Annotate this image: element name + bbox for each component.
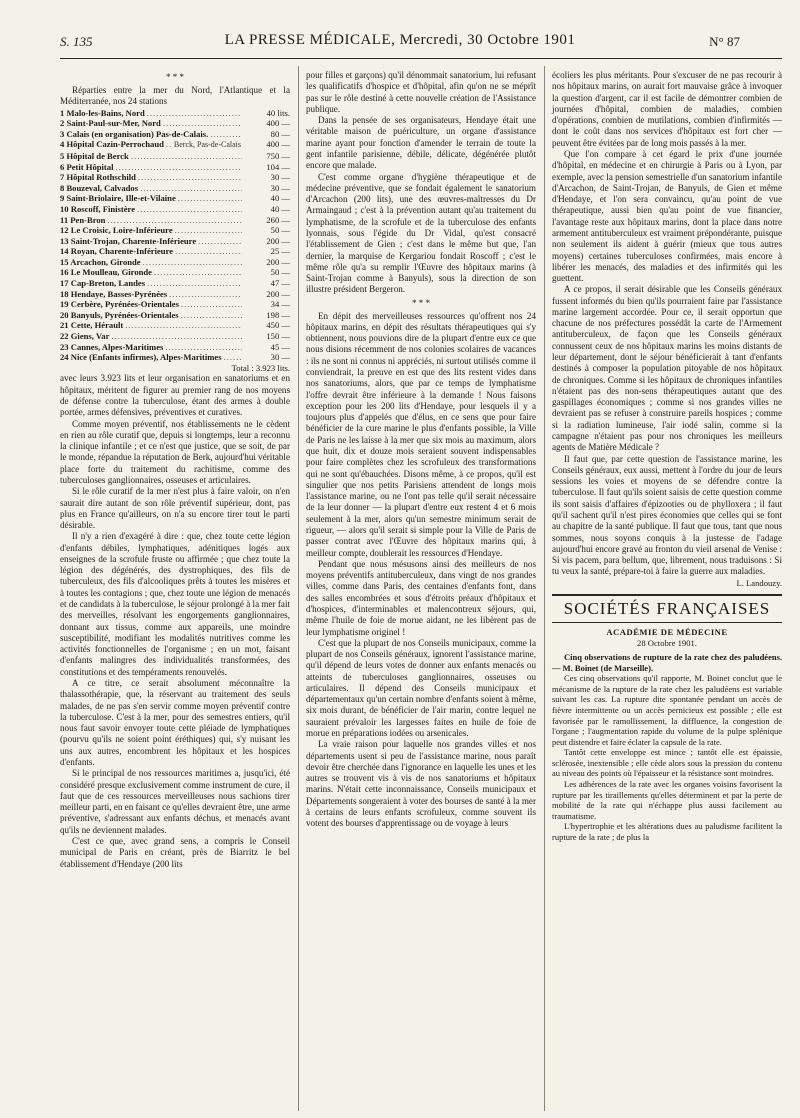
issue-number: N° 87 bbox=[709, 34, 740, 49]
page-number: S. 135 bbox=[60, 34, 93, 49]
article-paragraph: C'est ce que, avec grand sens, a compris le Conseil municipal de Paris en créant, près de Biarritz le bel établissement d'Hendaye (200 lits bbox=[60, 835, 290, 869]
station-row: 2 Saint-Paul-sur-Mer, Nord ..... 400 — bbox=[60, 118, 290, 129]
station-row: 11 Pen-Bron ..... 260 — bbox=[60, 215, 290, 226]
academy-heading: ACADÉMIE DE MÉDECINE bbox=[606, 626, 728, 637]
article-paragraph: La vraie raison pour laquelle nos grandes villes et nos départements usent si peu de l'assistance marine, nous paraît devoir être cherchée dans l'ignorance en laquelle les unes et les autres se trouvent vis à vis de nos sanatoriums et hôpitaux marins. N'était cette inconnaissance, Conseils municipaux et Départements songeraient à voter des bourses de santé à la mer à certains de leurs enfants scrofuleux, comme souvent ils votent des bourses d'apprentissage ou de voyage à leurs bbox=[306, 739, 536, 829]
article-paragraph: C'est que la plupart de nos Conseils municipaux, comme la plupart de nos Conseils généraux, ignorent l'assistance marine, qu'il dépend de leurs votes de donner aux enfants menacés ou atteints de tuberculoses ganglionnaires, osseuses ou articulaires. Il dépend des Conseils municipaux et départementaux qu'un certain nombre d'enfants soient à même, six mois durant, de bénéficier de l'air marin, contre lequel ne sauraient prévaloir les largesses faites en huile de foie de morue en préparations iodées ou arsenicales. bbox=[306, 637, 536, 739]
article-paragraph: Il faut que, par cette question de l'assistance marine, les Conseils généraux, eux aussi, mettent à l'ordre du jour de leurs sessions les voies et moyens de se défendre contre la tuberculose. Il faut qu'ils soient saisis de cette question comme ils sont saisis d'affaires d'épizooties ou de phylloxera ; il faut qu'il sachent qu'il n'est pires économies que celles qui se font au chapitre de la santé publique. Il faut que tous, tant que nous sommes, nous soyons conquis à la justesse de l'adage aujourd'hui encore gravé au fronton du vieil arsenal de Venise : Si vis pacem, para bellum, que, librement, nous traduisons : Si tu veux la santé, prépare-toi à faire la guerre aux maladies. bbox=[552, 453, 782, 577]
station-row: 19 Cerbère, Pyrénées-Orientales ..... 34 — bbox=[60, 299, 290, 310]
article-paragraph: Si le rôle curatif de la mer n'est plus à faire valoir, on n'en saurait dire autant de son rôle préventif supérieur, dont, pas plus en France qu'ailleurs, on n'a su encore tirer tout le parti désirable. bbox=[60, 486, 290, 531]
station-row: 8 Bouzeval, Calvados ..... 30 — bbox=[60, 183, 290, 194]
article-paragraph: pour filles et garçons) qu'il dénommait sanatorium, lui refusant les qualificatifs d'hospice et d'hôpital, afin qu'on ne se méprît pas sur le rôle destiné à cette nouvelle création de l'Assistance publique. bbox=[306, 70, 536, 114]
article-paragraph: Pendant que nous mésusons ainsi des meilleurs de nos moyens préventifs antituberculeux, dans vingt de nos grandes villes, comme dans Paris, des centaines d'enfants font, dans des salles encombrées et sous d'étroits préaux d'hôpitaux et d'hospices, d'interminables et malencontreux séjours, qui, même l'huile de foie de morue aidant, ne les libèrent pas de leur lymphatisme originel ! bbox=[306, 558, 536, 637]
station-row: 9 Saint-Briolaire, Ille-et-Vilaine ..... 40 — bbox=[60, 193, 290, 204]
station-row: 18 Hendaye, Basses-Pyrénées ..... 200 — bbox=[60, 289, 290, 300]
station-row: 12 Le Croisic, Loire-Inférieure ..... 50 — bbox=[60, 225, 290, 236]
station-row: 5 Hôpital de Berck ..... 750 — bbox=[60, 151, 290, 162]
column-2 bbox=[306, 70, 536, 830]
article-paragraph: Dans la pensée de ses organisateurs, Hendaye était une véritable maison de puériculture, un organe d'assistance marine ayant pour fonction d'amender le terrain de toute la gent infantile parisienne, débile, délicate, dégénérée plutôt encore que malade. bbox=[306, 115, 536, 171]
station-row: 14 Royan, Charente-Inférieure ..... 25 — bbox=[60, 246, 290, 257]
station-row: 13 Saint-Trojan, Charente-Inférieure ..... 200 — bbox=[60, 236, 290, 247]
section-stars: * * * bbox=[412, 297, 430, 308]
column-divider bbox=[544, 66, 545, 1111]
station-row: 22 Giens, Var ..... 150 — bbox=[60, 331, 290, 342]
article-paragraph: Comme moyen préventif, nos établissements ne le cèdent en rien au rôle curatif que, depuis si longtemps, leur a reconnu la clinique infantile ; et ce n'est que justice, que se soit, de par le monde, répandue la réputation de Berk, aujourd'hui véritable place forte du traitement du rachitisme, comme des tuberculoses ganglionnaires, osseuses et articulaires. bbox=[60, 418, 290, 485]
column-1 bbox=[60, 70, 290, 870]
report-title: Cinq observations de rupture de la rate chez des paludéens. — M. Boinet (de Marseille). bbox=[552, 651, 782, 673]
station-row: 7 Hôpital Rothschild ..... 30 — bbox=[60, 172, 290, 183]
station-row: 23 Cannes, Alpes-Maritimes ..... 45 — bbox=[60, 342, 290, 353]
station-row: 24 Nice (Enfants infirmes), Alpes-Maritimes ..... 30 — bbox=[60, 352, 290, 363]
station-row: 21 Cette, Hérault ..... 450 — bbox=[60, 320, 290, 331]
masthead-title: LA PRESSE MÉDICALE, Mercredi, 30 Octobre 1901 bbox=[224, 32, 576, 48]
article-paragraph: écoliers les plus méritants. Pour s'excuser de ne pas recourir à nos hôpitaux marins, on aurait fort mauvaise grâce à invoquer la question d'argent, car il est facile de démontrer combien de journées d'hôpital, combien de maladies, combien d'opérations, combien de mutilations, combien d'infirmités — dont le coût dans nos services d'hôpitaux est fort cher — peuvent être évitées par de long mois passés à la mer. bbox=[552, 70, 782, 148]
header-rule bbox=[60, 58, 782, 59]
station-row: 10 Roscoff, Finistère ..... 40 — bbox=[60, 204, 290, 215]
report-paragraph: L'hypertrophie et les altérations dues au paludisme facilitent la rupture de la rate ; de plus la bbox=[552, 821, 782, 843]
station-row: 20 Banyuls, Pyrénées-Orientales ..... 198 — bbox=[60, 310, 290, 321]
station-row: 17 Cap-Breton, Landes ..... 47 — bbox=[60, 278, 290, 289]
article-paragraph: A ce titre, ce serait absolument méconnaître la thalassothérapie, que, la réservant au traitement des seuls malades, de ne pas s'en servir comme moyen préventif contre la tuberculose. C'est à la mer, pour des semestres entiers, qu'il nous faut savoir envoyer toute cette pléiade de lymphatiques (pourvu qu'ils ne soient point éréthiques) qui, s'y nuisant les uns aux autres, encombrent les hôpitaux et les hospices d'enfants. bbox=[60, 678, 290, 767]
article-paragraph: A ce propos, il serait désirable que les Conseils généraux fussent informés du bien qu'ils pourraient faire par l'assistance marine largement accordée. Pour ce, il serait opportun que chacune de nos préfectures possédât la carte de l'Armement antituberculeux, de façon que les Conseils généraux connussent ceux de nos hôpitaux marins les moins distants de leur département, dont le séjour bénéficierait à tant d'enfants destinés à composer la population pitoyable de nos hôpitaux de chroniques. Comme si les hôpitaux de chroniques infantiles n'étaient pas des non-sens thérapeutiques autant que des gaspillages économiques ; comme si nos grandes villes ne devraient pas se refuser à construire pareils hospices ; comme si la radiation lumineuse, l'air iodé salin, comme si la campagne n'étaient pas pour nos chroniques les meilleurs agents de Matière Médicale ? bbox=[552, 284, 782, 453]
group-label: Berck, Pas-de-Calais bbox=[173, 140, 241, 150]
article-paragraph: avec leurs 3.923 lits et leur organisation en sanatoriums et en hôpitaux, méritent de figurer au premier rang de nos moyens de défense contre la tuberculose, étant des armes à double portée, armes défensives, préventives et curatives. bbox=[60, 373, 290, 418]
section-heading: SOCIÉTÉS FRANÇAISES bbox=[552, 594, 782, 623]
section-stars: * * * bbox=[166, 72, 184, 82]
station-row: 6 Petit Hôpital ..... 104 — bbox=[60, 162, 290, 173]
article-paragraph: C'est comme organe d'hygiène thérapeutique et de médecine préventive, que se fondait également le sanatorium d'Arcachon (200 lits), une des œuvres-maîtresses du Dr Armaingaud ; c'est à la prévention autant qu'au traitement du lymphatisme, de la scrofule et de la tuberculose des enfants lyonnais, sous l'égide du Dr Vidal, qu'est consacré l'établissement de Gien ; c'est dans le même but que, l'an dernier, la marquise de Kergariou fondait Roscoff ; c'est le même rôle qu'a su remplir l'Œuvre des hôpitaux marins (à Saint-Trojan comme à Banyuls), sous la direction de son illustre président Bergeron. bbox=[306, 171, 536, 295]
article-paragraph: En dépit des merveilleuses ressources qu'offrent nos 24 hôpitaux marins, en dépit des résultats thérapeutiques qui s'y obtiennent, nous pouvions dire de la plupart d'entre eux ce que nous disions récemment de nos colonies scolaires de vacances : ils ne sont ni connus ni appréciés, ni surtout utilisés comme il conviendrait, la preuve en est que des lits restent vides dans nos sanatoriums, alors, que par ce temps de lymphatisme l'offre devrait être inférieure à la demande ! Nous faisons exception pour les 200 lits d'Hendaye, pour lesquels il y a toujours plus d'appelés que d'élus, en ce sens que pour faire bénéficier de la cure marine le plus d'enfants possible, la Ville de Paris ne les laisse à la mer que six mois au maximum, alors que huit, dix et douze mois seraient souvent indispensables pour faire complètes chez les scrofuleux des transformations qui ne sont qu'ébauchées. Disons même, à ce propos, qu'il est singulier que nos petits Parisiens attendent de longs mois l'assistance marine, ou ne l'ont pas telle qu'il serait nécessaire de la leur donner — la plupart d'entre eux restent 4 et 6 mois seulement à la mer, alors qu'un semestre minimum serait de rigueur, — alors qu'il serait si simple pour la Ville de Paris de passer contrat avec l'Œuvre des hôpitaux marins qui, à meilleur compte, doublerait les ressources d'Hendaye. bbox=[306, 310, 536, 558]
station-row: 1 Malo-les-Bains, Nord ..... 40 lits. bbox=[60, 108, 290, 119]
station-row: 3 Calais (en organisation) Pas-de-Calais. ..... 80 — bbox=[60, 129, 290, 140]
column-divider bbox=[298, 66, 299, 1111]
academy-date: 28 Octobre 1901. bbox=[637, 637, 697, 648]
article-paragraph: Si le principal de nos ressources maritimes a, jusqu'ici, été considéré presque exclusivement comme instrument de cure, il faut que de ces ressources merveilleuses nous sachions tirer meilleur parti, en en faisant ce qu'elles devraient être, une arme préventive, s'adressant aux enfants déchus, et menacés avant qu'ils ne deviennent malades. bbox=[60, 768, 290, 835]
article-paragraph: Il n'y a rien d'exagéré à dire : que, chez toute cette légion d'enfants débiles, lymphatiques, adénitiques logés aux enseignes de la scrofule fruste ou affirmée ; que chez toute la légion des dégénérés, des dystrophiques, des fils de tuberculeux, des fils d'alcooliques prêts à toutes les misères et à toutes les contagions ; que, chez toute une légion de menacés et de candidats à la tuberculose, le séjour prolongé à la mer fait des merveilles, résolvant les engorgements ganglionnaires, donnant aux tissus, comme aux appareils, une moindre susceptibilité, modifiant les modalités nutritives comme les activités fonctionnelles de l'organisme ; en un mot, faisant d'enfants malingres des individualités transformées, des constitutions et des tempéraments renouvelés. bbox=[60, 531, 290, 677]
stations-intro: Réparties entre la mer du Nord, l'Atlantique et la Méditerranée, nos 24 stations bbox=[60, 85, 290, 107]
page-header bbox=[0, 28, 800, 54]
stations-list bbox=[60, 108, 290, 363]
author-signature: L. Landouzy. bbox=[736, 577, 782, 588]
stations-total: Total : 3.923 lits. bbox=[231, 362, 290, 373]
article-paragraph: Que l'on compare à cet égard le prix d'une journée d'hôpital, en médecine et en chirurgie à Paris ou à Lyon, par exemple, avec la pension semestrielle d'un sanatorium infantile d'Arcachon, de Saint-Trojan, de Banyuls, de Gien et même d'Hendaye, et l'on sera convaincu, qu'au point de vue thérapeutique, aussi bien qu'au point de vue financier, l'avantage reste aux hôpitaux marins, dont la place dans notre armement antituberculeux est vraiment prépondérante, puisque non seulement ils aident à guérir (mieux que tous autres moyens) certaines tuberculoses confirmées, mais encore à libérer les menacés, des maladies et des infirmités qui les guettent. bbox=[552, 148, 782, 284]
report-paragraph: Tantôt cette enveloppe est mince ; tantôt elle est épaissie, sclérosée, inextensible ; elle cède alors sous la pression du contenu au niveau des points où l'épaisseur et la résistance sont moindres. bbox=[552, 747, 782, 779]
station-row: 16 Le Moulleau, Gironde ..... 50 — bbox=[60, 267, 290, 278]
report-paragraph: Ces cinq observations qu'il rapporte, M. Boinet conclut que le mécanisme de la rupture de la rate chez les paludéens est variable suivant les cas. La rupture dite spontanée pendant un accès de fièvre intermittente ou un accès pernicieux est possible ; elle est favorisée par le ramollissement, la diffluence, la congestion de l'organe ; l'augmentation rapide du volume de la pulpe splénique peut distendre et faire éclater la capsule de la rate. bbox=[552, 673, 782, 747]
station-row: 15 Arcachon, Gironde ..... 200 — bbox=[60, 257, 290, 268]
report-paragraph: Les adhérences de la rate avec les organes voisins favorisent la rupture par les tiraillements qu'elles déterminent et par la perte de mobilité de la rate qui n'échappe plus aussi facilement au traumatisme. bbox=[552, 779, 782, 821]
column-3 bbox=[552, 70, 782, 843]
station-row: 4 Hôpital Cazin-Perrochaud ..... Berck, Pas-de-Calais 400 — bbox=[60, 139, 290, 151]
